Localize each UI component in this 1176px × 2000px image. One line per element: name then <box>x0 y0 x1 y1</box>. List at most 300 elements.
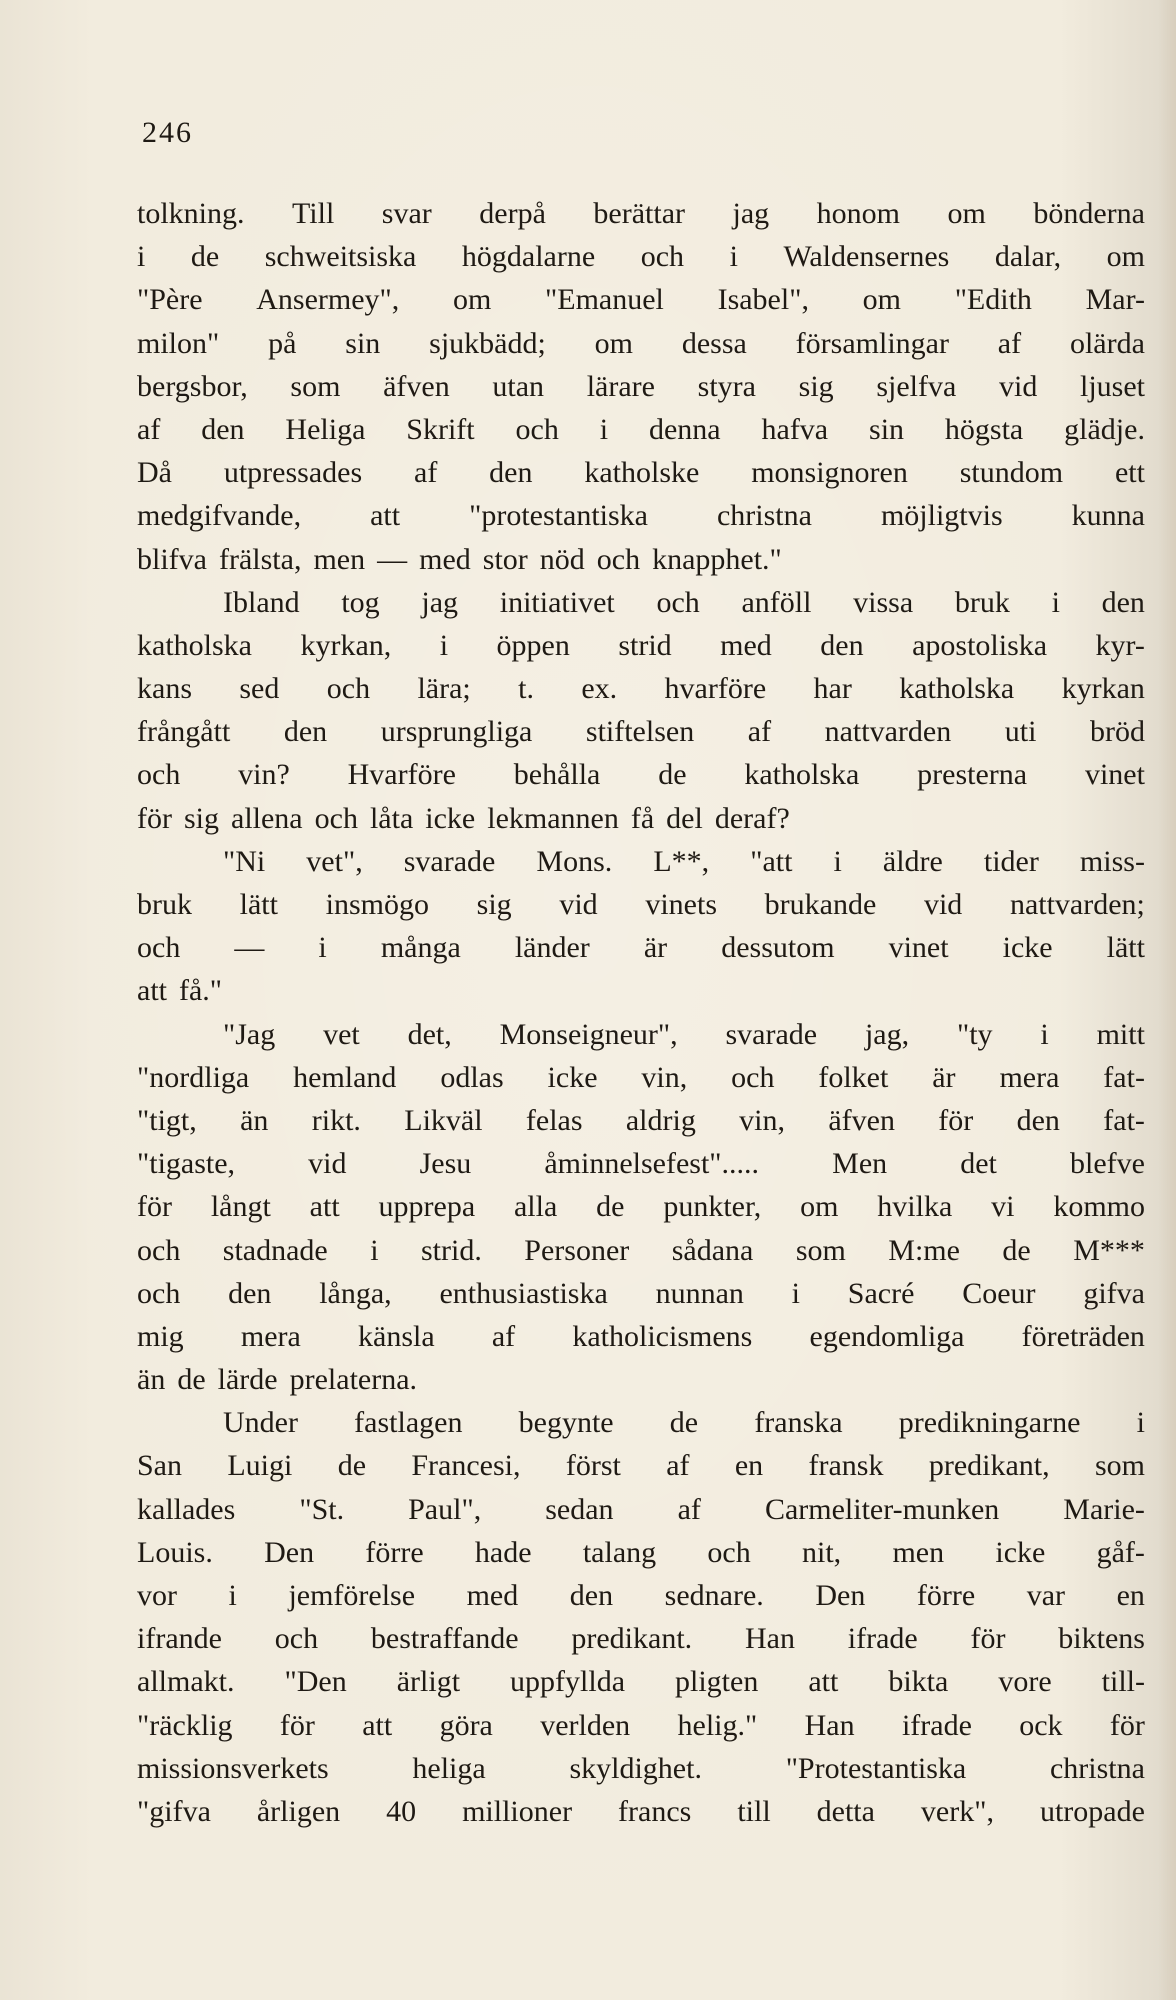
text-line <box>137 278 1145 321</box>
word: vid <box>559 888 598 921</box>
word: äldre <box>882 844 943 878</box>
word: och <box>326 672 371 706</box>
word: enthusiastiska <box>439 1276 608 1310</box>
text-line <box>137 494 1145 537</box>
word: vid <box>998 369 1038 403</box>
word: vor <box>137 1579 177 1612</box>
word: prelaterna. <box>289 1363 418 1397</box>
word: låta <box>369 801 414 835</box>
word: Mar- <box>1085 283 1145 317</box>
word: kans <box>137 672 192 706</box>
word: vinets <box>645 888 717 921</box>
word: de <box>1002 1233 1031 1267</box>
word: om <box>594 326 633 360</box>
word: att <box>362 1708 393 1742</box>
word: San <box>137 1449 182 1483</box>
word: Under <box>223 1406 298 1440</box>
word: Skrift <box>406 412 475 446</box>
word: Jesu <box>419 1147 472 1181</box>
word: styra <box>697 369 756 403</box>
word: vet", <box>306 844 363 878</box>
word: och <box>137 1233 181 1267</box>
word: fransk <box>808 1449 884 1483</box>
word: lära; <box>417 672 471 706</box>
text-line <box>137 710 1145 753</box>
word: äfven <box>828 1103 895 1137</box>
word: församlingar <box>795 326 949 360</box>
word: allena <box>231 801 303 835</box>
word: om <box>800 1190 839 1224</box>
word: milon" <box>137 326 220 360</box>
word: skyldighet. <box>569 1751 702 1785</box>
word: länder <box>514 931 590 965</box>
word: ljuset <box>1080 369 1145 403</box>
word: Isabel", <box>717 283 809 317</box>
word: olärda <box>1069 326 1145 360</box>
word: "Den <box>284 1665 347 1699</box>
word: uppfyllda <box>510 1665 626 1699</box>
word: långt <box>210 1190 271 1224</box>
word: förre <box>916 1579 976 1612</box>
word: aldrig <box>625 1103 696 1137</box>
word: kommo <box>1053 1190 1145 1224</box>
word: i <box>599 412 609 446</box>
text-line <box>137 969 1145 1012</box>
word: än <box>137 1363 166 1397</box>
word: känsla <box>358 1319 435 1353</box>
page-edge-shadow <box>1158 0 1176 2000</box>
word: som <box>1094 1449 1145 1483</box>
word: som <box>795 1233 846 1267</box>
word: lärare <box>586 369 655 403</box>
word: af <box>747 715 772 749</box>
word: hade <box>474 1535 532 1569</box>
word: Paul", <box>408 1492 482 1526</box>
word: de <box>669 1406 699 1440</box>
text-line <box>137 1617 1145 1660</box>
text-line <box>137 451 1145 494</box>
word: vid <box>308 1147 347 1181</box>
word: ock <box>1019 1708 1063 1742</box>
word: än <box>240 1103 269 1137</box>
word: sig <box>183 801 219 835</box>
word: i <box>137 240 146 274</box>
word: sjelfva <box>876 369 957 403</box>
text-line <box>137 883 1145 926</box>
word: men <box>892 1535 945 1569</box>
word: för <box>1109 1708 1145 1742</box>
text-line <box>137 1790 1145 1833</box>
word: och <box>137 931 181 965</box>
word: stundom <box>959 456 1064 490</box>
word: "att <box>750 844 793 878</box>
word: de <box>337 1449 367 1483</box>
word: katholska <box>899 672 1015 706</box>
word: möjligtvis <box>880 499 1003 533</box>
word: missionsverkets <box>137 1751 329 1785</box>
word: Han <box>804 1708 855 1742</box>
word: verlden <box>540 1708 631 1742</box>
word: nunnan <box>655 1276 744 1310</box>
page-number: 246 <box>142 116 193 149</box>
text-line <box>137 1444 1145 1487</box>
word: den <box>1101 585 1145 619</box>
word: de <box>190 240 220 274</box>
text-line <box>137 1229 1145 1272</box>
word: dalar, <box>994 240 1062 274</box>
word: denna <box>648 412 721 446</box>
text-line <box>137 235 1145 278</box>
text-line <box>137 192 1145 235</box>
word: anföll <box>741 585 812 619</box>
word: rikt. <box>311 1103 361 1137</box>
word: det <box>960 1147 997 1181</box>
word: M*** <box>1073 1233 1145 1267</box>
word: och <box>596 542 641 576</box>
word: kyrkan <box>1061 672 1145 706</box>
word: biktens <box>1058 1622 1145 1656</box>
word: predikningarne <box>898 1406 1081 1440</box>
word: berättar <box>593 197 686 230</box>
word: christna <box>716 499 812 533</box>
word: initiativet <box>499 585 615 619</box>
word: heliga <box>412 1751 486 1785</box>
word: med <box>466 1579 519 1612</box>
word: svarade <box>403 844 496 878</box>
word: att <box>808 1665 839 1699</box>
word: frälsta, <box>218 542 302 576</box>
word: schweitsiska <box>264 240 417 274</box>
word: jag, <box>864 1017 910 1051</box>
word: först <box>565 1449 621 1483</box>
word: "ty <box>956 1017 993 1051</box>
word: blifva <box>137 542 207 576</box>
word: — <box>377 542 408 576</box>
word: katholicismens <box>572 1319 753 1353</box>
word: lätt <box>1106 931 1145 965</box>
word: strid <box>618 628 672 662</box>
word: svarade <box>725 1017 818 1051</box>
word: millioner <box>462 1794 573 1828</box>
text-line <box>137 1272 1145 1315</box>
word: detta <box>816 1794 875 1828</box>
word: många <box>380 931 461 965</box>
word: stadnade <box>222 1233 328 1267</box>
word: den <box>1016 1103 1060 1137</box>
word: jag <box>732 197 770 230</box>
word: den <box>201 412 245 446</box>
word: de <box>658 758 687 792</box>
word: och <box>731 1060 775 1094</box>
word: katholske <box>584 456 700 490</box>
word: sed <box>239 672 280 706</box>
word: hafva <box>761 412 829 446</box>
word: och <box>314 801 358 835</box>
word: hvarföre <box>664 672 767 706</box>
word: vinet <box>888 931 949 965</box>
word: presterna <box>917 758 1028 792</box>
word: i <box>228 1579 237 1612</box>
word: glädje. <box>1064 412 1145 446</box>
text-line <box>137 624 1145 667</box>
word: vin, <box>641 1060 688 1094</box>
word: vore <box>998 1665 1052 1699</box>
word: de <box>596 1190 625 1224</box>
word: behålla <box>513 758 601 792</box>
word: på <box>268 326 297 360</box>
word: Mons. <box>536 844 613 878</box>
word: Hvarföre <box>347 758 456 792</box>
word: insmögo <box>325 888 429 921</box>
word: mig <box>137 1319 184 1353</box>
word: christna <box>1049 1751 1145 1785</box>
word: att <box>370 499 401 533</box>
word: fastlagen <box>354 1406 463 1440</box>
word: få <box>630 801 655 835</box>
word: för <box>137 1190 172 1224</box>
word: vinet <box>1084 758 1145 792</box>
word: bröd <box>1089 715 1145 749</box>
text-line <box>137 1401 1145 1444</box>
word: "tigaste, <box>137 1147 236 1181</box>
word: högdalarne <box>461 240 596 274</box>
word: företräden <box>1021 1319 1145 1353</box>
word: vin? <box>238 758 290 792</box>
word: nit, <box>802 1535 842 1569</box>
word: var <box>1026 1579 1066 1612</box>
word: till <box>737 1794 771 1828</box>
word: göra <box>439 1708 493 1742</box>
word: kyr- <box>1095 628 1145 662</box>
word: i <box>791 1276 801 1310</box>
word: Den <box>264 1535 315 1569</box>
word: verk", <box>920 1794 994 1828</box>
word: "protestantiska <box>469 499 648 533</box>
word: strid. <box>421 1233 482 1267</box>
word: sin <box>869 412 905 446</box>
word: bönderna <box>1033 197 1145 230</box>
word: äfven <box>383 369 450 403</box>
word: sig <box>798 369 834 403</box>
word: Till <box>292 197 335 230</box>
word: i <box>318 931 327 965</box>
word: "nordliga <box>137 1060 250 1094</box>
word: kallades <box>137 1492 236 1526</box>
word: att <box>137 974 167 1008</box>
word: åminnelsefest"..... <box>544 1147 760 1181</box>
word: lärde <box>217 1363 278 1397</box>
word: "Jag <box>223 1017 276 1051</box>
word: i <box>1051 585 1060 619</box>
word: och <box>640 240 685 274</box>
word: Ibland <box>223 585 300 619</box>
text-line <box>137 1488 1145 1531</box>
word: sedan <box>545 1492 614 1526</box>
word: bergsbor, <box>137 369 248 403</box>
word: del <box>666 801 703 835</box>
word: helig." <box>677 1708 758 1742</box>
word: gåf- <box>1096 1535 1145 1569</box>
word: utpressades <box>223 456 363 490</box>
word: ifrande <box>137 1622 222 1656</box>
word: lätt <box>239 888 278 921</box>
word: att <box>309 1190 340 1224</box>
word: och <box>515 412 559 446</box>
word: en <box>734 1449 764 1483</box>
word: 40 <box>386 1794 417 1828</box>
text-line <box>137 581 1145 624</box>
word: Carmeliter-munken <box>764 1492 1000 1526</box>
text-line <box>137 322 1145 365</box>
word: det, <box>407 1017 452 1051</box>
text-line <box>137 408 1145 451</box>
word: långa, <box>319 1276 392 1310</box>
word: en <box>1116 1579 1145 1612</box>
word: om <box>947 197 986 230</box>
word: jag <box>421 585 459 619</box>
word: den <box>228 1276 272 1310</box>
word: stor <box>482 542 528 576</box>
word: för <box>137 801 172 835</box>
text-line <box>137 1531 1145 1574</box>
word: Louis. <box>137 1535 213 1569</box>
word: sjukbädd; <box>429 326 546 360</box>
word: och <box>137 758 181 792</box>
word: M:me <box>888 1233 960 1267</box>
word: Personer <box>524 1233 630 1267</box>
word: derpå <box>479 197 546 230</box>
word: vi <box>991 1190 1015 1224</box>
word: alla <box>513 1190 558 1224</box>
word: om <box>452 283 492 317</box>
word: är <box>932 1060 956 1094</box>
text-line <box>137 1142 1145 1185</box>
text-line <box>137 1185 1145 1228</box>
word: har <box>813 672 852 706</box>
word: predikant, <box>928 1449 1050 1483</box>
word: men <box>313 542 366 576</box>
text-line <box>137 840 1145 883</box>
word: francs <box>618 1794 692 1828</box>
word: af <box>137 412 161 446</box>
text-line <box>137 1574 1145 1617</box>
word: och <box>274 1622 319 1656</box>
word: "Ni <box>223 844 266 878</box>
word: "Protestantiska <box>785 1751 967 1785</box>
word: om <box>862 283 901 317</box>
word: sig <box>476 888 512 921</box>
word: Luigi <box>227 1449 293 1483</box>
word: vissa <box>853 585 914 619</box>
word: ett <box>1114 456 1145 490</box>
word: Ansermey", <box>256 283 400 317</box>
word: knapphet." <box>652 542 782 576</box>
word: apostoliska <box>912 628 1048 662</box>
word: — <box>234 931 265 965</box>
word: bikta <box>888 1665 949 1699</box>
word: i <box>729 240 738 274</box>
word: högsta <box>944 412 1024 446</box>
word: jemförelse <box>288 1579 416 1612</box>
word: årligen <box>256 1794 341 1828</box>
word: icke <box>1002 931 1053 965</box>
word: "Edith <box>954 283 1032 317</box>
word: den <box>569 1579 614 1612</box>
word: lekmannen <box>487 801 619 835</box>
word: Men <box>832 1147 888 1181</box>
word: är <box>643 931 668 965</box>
word: "gifva <box>137 1794 211 1828</box>
text-line <box>137 1056 1145 1099</box>
word: icke <box>995 1535 1046 1569</box>
word: vin, <box>739 1103 786 1137</box>
word: kunna <box>1071 499 1145 533</box>
word: Den <box>815 1579 866 1612</box>
text-line <box>137 926 1145 969</box>
word: Då <box>137 456 172 490</box>
word: "St. <box>299 1492 345 1526</box>
word: punkter, <box>663 1190 762 1224</box>
word: bruk <box>954 585 1010 619</box>
word: Marie- <box>1063 1492 1145 1526</box>
word: t. <box>518 672 534 706</box>
word: om <box>1106 240 1145 274</box>
word: egendomliga <box>809 1319 965 1353</box>
word: honom <box>816 197 901 230</box>
word: i <box>370 1233 379 1267</box>
word: Waldensernes <box>783 240 950 274</box>
word: icke <box>547 1060 598 1094</box>
word: i <box>1136 1406 1145 1440</box>
word: deraf? <box>714 801 790 835</box>
word: "Emanuel <box>545 283 664 317</box>
word: hemland <box>293 1060 397 1094</box>
word: Likväl <box>404 1103 483 1137</box>
word: "Père <box>137 283 203 317</box>
word: af <box>414 456 438 490</box>
word: predikant. <box>571 1622 693 1656</box>
word: pligten <box>675 1665 759 1699</box>
word: sådana <box>671 1233 754 1267</box>
word: svar <box>381 197 432 230</box>
word: felas <box>525 1103 583 1137</box>
word: de <box>177 1363 206 1397</box>
word: katholska <box>137 628 252 662</box>
body-text <box>137 192 1145 1833</box>
word: Monseigneur", <box>499 1017 678 1051</box>
word: med <box>720 628 772 662</box>
word: dessutom <box>721 931 835 965</box>
word: nattvarden <box>824 715 952 749</box>
word: ifrade <box>847 1622 918 1656</box>
word: Han <box>744 1622 795 1656</box>
text-line <box>137 1704 1145 1747</box>
text-line <box>137 1660 1145 1703</box>
word: för <box>938 1103 974 1137</box>
word: den <box>820 628 864 662</box>
word: sin <box>345 326 381 360</box>
word: begynte <box>518 1406 614 1440</box>
word: bestraffande <box>370 1622 519 1656</box>
word: som <box>290 369 341 403</box>
word: frångått <box>137 715 231 749</box>
word: folket <box>818 1060 889 1094</box>
text-line <box>137 1358 1145 1401</box>
word: stiftelsen <box>585 715 695 749</box>
word: i <box>439 628 449 662</box>
text-line <box>137 365 1145 408</box>
word: vid <box>923 888 963 921</box>
